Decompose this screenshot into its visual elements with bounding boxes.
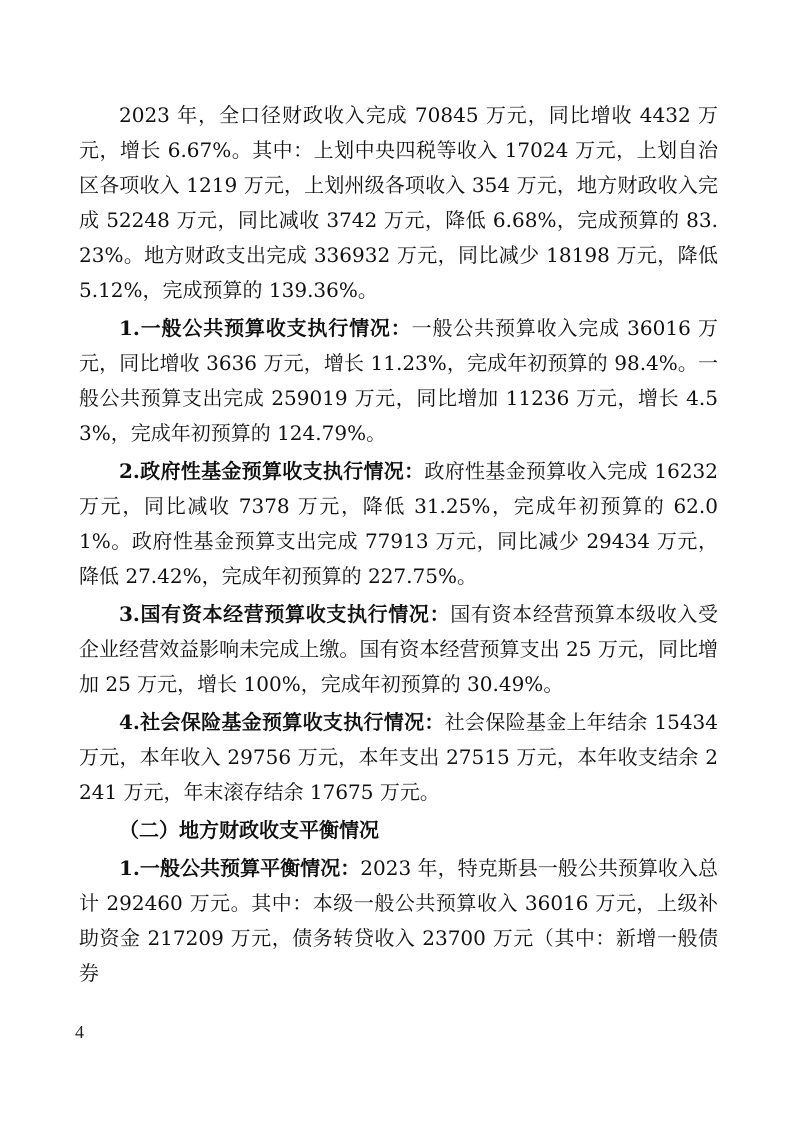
paragraph-text: 一般公共预算收入完成 36016 万元，同比增收 3636 万元，增长 11.23%，完成年初预算的 98.4%。一般公共预算支出完成 259019 万元，同比增加 11236 万元，增长 4.53%，完成年初预算的 124.79%。 bbox=[79, 316, 718, 445]
paragraph-heading: 4.社会保险基金预算收支执行情况： bbox=[119, 710, 445, 734]
section-heading bbox=[79, 813, 718, 848]
page-number: 4 bbox=[75, 1022, 84, 1042]
paragraph-heading: 1.一般公共预算收支执行情况： bbox=[119, 316, 412, 340]
paragraph-balance bbox=[79, 851, 718, 991]
document-body bbox=[79, 98, 718, 994]
paragraph-text: 政府性基金预算收入完成 16232 万元，同比减收 7378 万元，降低 31.25%，完成年初预算的 62.01%。政府性基金预算支出完成 77913 万元，同比减少 29434 万元，降低 27.42%，完成年初预算的 227.75%。 bbox=[79, 459, 718, 588]
paragraph-social-insurance-budget bbox=[79, 705, 718, 810]
paragraph-heading: 3.国有资本经营预算收支执行情况： bbox=[119, 602, 451, 626]
paragraph-text: 2023 年，特克斯县一般公共预算收入总计 292460 万元。其中：本级一般公共预算收入 36016 万元，上级补助资金 217209 万元，债务转贷收入 23700 万元（其中：新增一般债券 bbox=[79, 856, 718, 985]
section-heading-text: （二）地方财政收支平衡情况 bbox=[119, 818, 379, 842]
paragraph-overview bbox=[79, 98, 718, 308]
paragraph-heading: 2.政府性基金预算收支执行情况： bbox=[119, 459, 425, 483]
paragraph-text: 国有资本经营预算本级收入受企业经营效益影响未完成上缴。国有资本经营预算支出 25 万元，同比增加 25 万元，增长 100%，完成年初预算的 30.49%。 bbox=[79, 602, 718, 696]
paragraph-fund-budget bbox=[79, 454, 718, 594]
paragraph-heading: 1.一般公共预算平衡情况： bbox=[119, 856, 361, 880]
paragraph-state-capital-budget bbox=[79, 597, 718, 702]
paragraph-text: 2023 年，全口径财政收入完成 70845 万元，同比增收 4432 万元，增长 6.67%。其中：上划中央四税等收入 17024 万元，上划自治区各项收入 1219 万元，上划州级各项收入 354 万元，地方财政收入完成 52248 万元，同比减收 3742 万元，降低 6.68%，完成预算的 83.23%。地方财政支出完成 336932 万元，同比减少 18198 万元，降低 5.12%，完成预算的 139.36%。 bbox=[79, 103, 718, 302]
paragraph-general-budget bbox=[79, 311, 718, 451]
paragraph-text: 社会保险基金上年结余 15434 万元，本年收入 29756 万元，本年支出 27515 万元，本年收支结余 2241 万元，年末滚存结余 17675 万元。 bbox=[79, 710, 718, 804]
